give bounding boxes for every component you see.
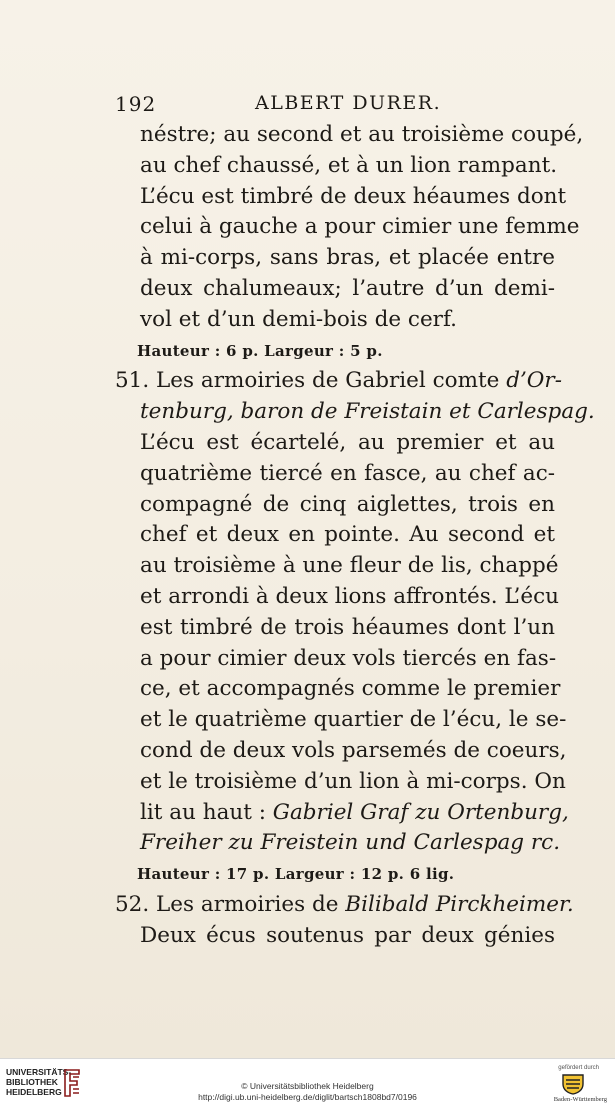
text-line: celui à gauche a pour cimier une femme (140, 214, 580, 240)
text-line: chef et deux en pointe. Au second et (140, 522, 555, 548)
page-number: 192 (115, 92, 157, 116)
copyright-text: © Universitätsbibliothek Heidelberg (241, 1081, 374, 1091)
italic-text: Freiher zu Freistein und Carlespag rc. (140, 830, 561, 856)
baden-wuerttemberg-crest-icon (561, 1073, 585, 1095)
text-line (140, 796, 569, 830)
text-line: quatrième tiercé en fasce, au chef ac- (140, 460, 555, 486)
text-line: au troisième à une fleur de lis, chappé (140, 553, 559, 579)
text-line: a pour cimier deux vols tiercés en fas- (140, 645, 557, 671)
text-line: compagné de cinq aiglettes, trois en (140, 491, 555, 517)
entry-first-line (115, 888, 574, 922)
italic-text: Bilibald Pirckheimer. (345, 892, 574, 917)
text-line: vol et d’un demi-bois de cerf. (140, 306, 457, 332)
text-line (140, 395, 595, 429)
text-line: cond de deux vols parsemés de coeurs, (140, 738, 567, 763)
text-line: Deux écus soutenus par deux génies (140, 922, 555, 948)
dimensions-line: Hauteur : 17 p. Largeur : 12 p. 6 lig. (137, 865, 455, 884)
text-span: lit au haut : (140, 799, 273, 825)
running-head: ALBERT DURER. (255, 92, 442, 114)
text-line: est timbré de trois héaumes dont l’un (140, 614, 555, 640)
text-line: à mi-corps, sans bras, et placée entre (140, 245, 555, 271)
dimensions-line: Hauteur : 6 p. Largeur : 5 p. (137, 341, 383, 360)
text-line: ce, et accompagnés comme le premier (140, 676, 561, 702)
text-span: 52. Les armoiries de (115, 892, 346, 917)
entry-first-line (115, 364, 562, 398)
text-line: L’écu est écartelé, au premier et au (140, 430, 555, 455)
italic-text: tenburg, baron de Freistain et Carlespag. (140, 399, 595, 425)
text-line: et le troisième d’un lion à mi-corps. On (140, 768, 566, 794)
text-line: deux chalumeaux; l’autre d’un demi- (140, 276, 555, 301)
funded-by-label: gefördert durch (558, 1065, 599, 1071)
text-line: L’écu est timbré de deux héaumes dont (140, 183, 567, 209)
italic-text: d’Or- (506, 368, 562, 394)
text-line: au chef chaussé, et à un lion rampant. (140, 152, 558, 178)
permalink[interactable]: http://digi.ub.uni-heidelberg.de/diglit/bartsch1808bd7/0196 (198, 1092, 417, 1102)
text-line: et le quatrième quartier de l’écu, le se- (140, 707, 567, 733)
text-span: 51. Les armoiries de Gabriel comte (115, 368, 507, 394)
text-line: néstre; au second et au troisième coupé, (140, 122, 584, 147)
italic-text: Gabriel Graf zu Ortenburg, (272, 799, 569, 825)
text-line (140, 826, 561, 860)
text-line: et arrondi à deux lions affrontés. L’écu (140, 584, 559, 609)
library-logo-text: UNIVERSITÄTS- BIBLIOTHEK HEIDELBERG (6, 1067, 72, 1097)
sponsor-label: Baden-Württemberg (553, 1096, 607, 1103)
footer-bar (0, 1058, 615, 1106)
